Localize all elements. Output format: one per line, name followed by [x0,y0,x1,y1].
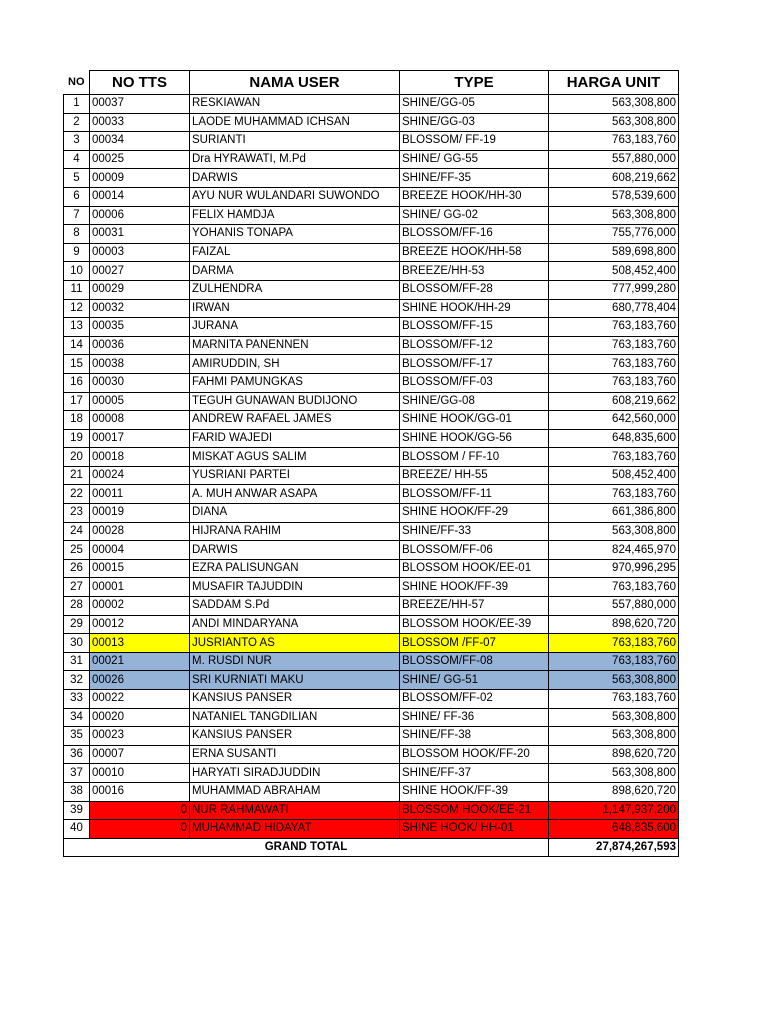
row-no: 36 [64,745,90,764]
row-nama-user: SADDAM S.Pd [190,597,400,616]
row-nama-user: ZULHENDRA [190,280,400,299]
row-no: 40 [64,820,90,839]
row-harga-unit: 563,308,800 [549,522,679,541]
row-no: 19 [64,429,90,448]
table-row [64,392,679,411]
row-nama-user: DARMA [190,262,400,281]
table-row [64,745,679,764]
row-no: 16 [64,373,90,392]
header-harga-unit: HARGA UNIT [549,71,679,95]
row-harga-unit: 1,147,937,200 [549,801,679,820]
row-nama-user: NUR RAHMAWATI [190,801,400,820]
table-row [64,169,679,188]
row-harga-unit: 763,183,760 [549,448,679,467]
row-type: SHINE/ GG-02 [400,206,549,225]
row-no: 39 [64,801,90,820]
row-no-tts: 00027 [90,262,190,281]
row-harga-unit: 648,835,600 [549,429,679,448]
table-row [64,485,679,504]
table-row [64,782,679,801]
row-no: 24 [64,522,90,541]
table-row [64,299,679,318]
header-no-tts: NO TTS [90,71,190,95]
table-row [64,578,679,597]
row-nama-user: M. RUSDI NUR [190,652,400,671]
row-no: 12 [64,299,90,318]
table-row [64,504,679,523]
row-type: SHINE/GG-08 [400,392,549,411]
row-no: 27 [64,578,90,597]
row-harga-unit: 763,183,760 [549,634,679,653]
table-row [64,355,679,374]
row-type: BLOSSOM HOOK/EE-21 [400,801,549,820]
row-nama-user: HIJRANA RAHIM [190,522,400,541]
row-no: 5 [64,169,90,188]
row-no: 7 [64,206,90,225]
grand-total-row [64,838,679,857]
header-row [64,71,679,95]
row-harga-unit: 563,308,800 [549,708,679,727]
row-harga-unit: 777,999,280 [549,280,679,299]
row-harga-unit: 563,308,800 [549,206,679,225]
table-row [64,225,679,244]
row-no: 37 [64,764,90,783]
row-nama-user: AYU NUR WULANDARI SUWONDO [190,187,400,206]
row-no-tts: 00035 [90,318,190,337]
table-row [64,150,679,169]
row-type: BLOSSOM/FF-16 [400,225,549,244]
row-type: SHINE HOOK/FF-39 [400,782,549,801]
row-no: 35 [64,727,90,746]
row-type: SHINE/GG-03 [400,113,549,132]
row-type: BLOSSOM /FF-07 [400,634,549,653]
row-no: 1 [64,95,90,114]
row-no-tts: 00030 [90,373,190,392]
row-nama-user: MUHAMMAD HIDAYAT [190,820,400,839]
row-type: BLOSSOM/FF-11 [400,485,549,504]
row-type: BLOSSOM HOOK/EE-39 [400,615,549,634]
row-no: 30 [64,634,90,653]
row-harga-unit: 563,308,800 [549,95,679,114]
table-row [64,448,679,467]
row-no: 13 [64,318,90,337]
row-harga-unit: 508,452,400 [549,262,679,281]
row-no-tts: 00028 [90,522,190,541]
row-no: 17 [64,392,90,411]
row-harga-unit: 763,183,760 [549,373,679,392]
row-harga-unit: 763,183,760 [549,132,679,151]
table-row [64,113,679,132]
price-table [63,70,679,857]
row-no: 32 [64,671,90,690]
row-type: BREEZE/ HH-55 [400,466,549,485]
row-harga-unit: 755,776,000 [549,225,679,244]
row-no: 9 [64,243,90,262]
row-harga-unit: 578,539,600 [549,187,679,206]
row-nama-user: MISKAT AGUS SALIM [190,448,400,467]
row-no-tts: 00032 [90,299,190,318]
row-nama-user: KANSIUS PANSER [190,690,400,709]
table-row [64,206,679,225]
row-nama-user: YUSRIANI PARTEI [190,466,400,485]
row-nama-user: ANDREW RAFAEL JAMES [190,411,400,430]
row-no-tts: 00016 [90,782,190,801]
row-type: BLOSSOM/FF-06 [400,541,549,560]
table-row [64,318,679,337]
row-type: SHINE HOOK/HH-29 [400,299,549,318]
row-harga-unit: 563,308,800 [549,671,679,690]
table-row [64,262,679,281]
row-no-tts: 00019 [90,504,190,523]
row-type: SHINE HOOK/ HH-01 [400,820,549,839]
row-harga-unit: 589,698,800 [549,243,679,262]
row-harga-unit: 508,452,400 [549,466,679,485]
table-row [64,690,679,709]
row-no-tts: 00004 [90,541,190,560]
row-nama-user: FELIX HAMDJA [190,206,400,225]
table-row [64,652,679,671]
row-no-tts: 00031 [90,225,190,244]
row-no: 22 [64,485,90,504]
row-nama-user: ANDI MINDARYANA [190,615,400,634]
row-harga-unit: 763,183,760 [549,578,679,597]
row-nama-user: RESKIAWAN [190,95,400,114]
row-no-tts: 00001 [90,578,190,597]
table-row [64,541,679,560]
row-type: SHINE HOOK/GG-56 [400,429,549,448]
row-nama-user: KANSIUS PANSER [190,727,400,746]
row-nama-user: EZRA PALISUNGAN [190,559,400,578]
row-type: SHINE HOOK/FF-29 [400,504,549,523]
row-no-tts: 0 [90,820,190,839]
row-no-tts: 00017 [90,429,190,448]
row-harga-unit: 608,219,662 [549,392,679,411]
table-row [64,708,679,727]
table-row [64,466,679,485]
row-nama-user: YOHANIS TONAPA [190,225,400,244]
row-no-tts: 00020 [90,708,190,727]
row-type: SHINE HOOK/FF-39 [400,578,549,597]
row-harga-unit: 563,308,800 [549,764,679,783]
row-nama-user: FAIZAL [190,243,400,262]
row-harga-unit: 648,835,600 [549,820,679,839]
row-type: SHINE/FF-35 [400,169,549,188]
row-nama-user: MUSAFIR TAJUDDIN [190,578,400,597]
row-type: BREEZE HOOK/HH-30 [400,187,549,206]
row-no: 3 [64,132,90,151]
row-nama-user: SRI KURNIATI MAKU [190,671,400,690]
row-no-tts: 00024 [90,466,190,485]
row-nama-user: LAODE MUHAMMAD ICHSAN [190,113,400,132]
table-row [64,280,679,299]
row-no: 28 [64,597,90,616]
row-no: 4 [64,150,90,169]
row-no-tts: 00025 [90,150,190,169]
row-type: BLOSSOM/FF-17 [400,355,549,374]
row-harga-unit: 563,308,800 [549,727,679,746]
row-nama-user: AMIRUDDIN, SH [190,355,400,374]
row-no: 10 [64,262,90,281]
row-type: BLOSSOM/ FF-19 [400,132,549,151]
row-no: 33 [64,690,90,709]
row-type: BLOSSOM/FF-02 [400,690,549,709]
row-no-tts: 00038 [90,355,190,374]
row-nama-user: MUHAMMAD ABRAHAM [190,782,400,801]
row-no-tts: 00011 [90,485,190,504]
row-type: SHINE/FF-38 [400,727,549,746]
table-row [64,820,679,839]
row-type: BLOSSOM / FF-10 [400,448,549,467]
row-type: SHINE/ GG-51 [400,671,549,690]
row-harga-unit: 763,183,760 [549,690,679,709]
row-no-tts: 00034 [90,132,190,151]
row-harga-unit: 680,778,404 [549,299,679,318]
row-type: SHINE HOOK/GG-01 [400,411,549,430]
row-no-tts: 00008 [90,411,190,430]
row-no-tts: 00013 [90,634,190,653]
row-no-tts: 00010 [90,764,190,783]
table-row [64,522,679,541]
row-no-tts: 00005 [90,392,190,411]
row-harga-unit: 557,880,000 [549,597,679,616]
grand-total-label: GRAND TOTAL [64,838,549,857]
row-no-tts: 00018 [90,448,190,467]
row-type: BLOSSOM/FF-08 [400,652,549,671]
table-row [64,801,679,820]
table-row [64,336,679,355]
grand-total-value: 27,874,267,593 [549,838,679,857]
row-type: BREEZE HOOK/HH-58 [400,243,549,262]
row-no-tts: 00036 [90,336,190,355]
table-row [64,597,679,616]
table-row [64,429,679,448]
table-row [64,411,679,430]
row-no: 21 [64,466,90,485]
row-nama-user: DARWIS [190,169,400,188]
row-nama-user: JURANA [190,318,400,337]
row-no: 38 [64,782,90,801]
row-type: BLOSSOM/FF-15 [400,318,549,337]
row-no: 34 [64,708,90,727]
row-harga-unit: 557,880,000 [549,150,679,169]
row-harga-unit: 661,386,800 [549,504,679,523]
row-no: 31 [64,652,90,671]
row-nama-user: ERNA SUSANTI [190,745,400,764]
row-type: BLOSSOM HOOK/EE-01 [400,559,549,578]
row-nama-user: DARWIS [190,541,400,560]
table-row [64,187,679,206]
row-no-tts: 00021 [90,652,190,671]
table-row [64,132,679,151]
row-nama-user: FAHMI PAMUNGKAS [190,373,400,392]
row-harga-unit: 763,183,760 [549,318,679,337]
row-no-tts: 00002 [90,597,190,616]
row-no-tts: 00022 [90,690,190,709]
row-harga-unit: 970,996,295 [549,559,679,578]
row-no: 20 [64,448,90,467]
row-type: BLOSSOM/FF-03 [400,373,549,392]
table-row [64,727,679,746]
row-no-tts: 00012 [90,615,190,634]
row-no-tts: 00009 [90,169,190,188]
row-harga-unit: 824,465,970 [549,541,679,560]
row-no: 26 [64,559,90,578]
row-nama-user: IRWAN [190,299,400,318]
row-nama-user: SURIANTI [190,132,400,151]
row-no-tts: 00014 [90,187,190,206]
header-nama-user: NAMA USER [190,71,400,95]
row-no-tts: 00033 [90,113,190,132]
row-harga-unit: 642,560,000 [549,411,679,430]
table-row [64,95,679,114]
row-type: BREEZE/HH-53 [400,262,549,281]
row-type: SHINE/ FF-36 [400,708,549,727]
row-nama-user: A. MUH ANWAR ASAPA [190,485,400,504]
header-no: NO [64,71,90,95]
table-row [64,634,679,653]
table-row [64,671,679,690]
row-no: 15 [64,355,90,374]
table-row [64,373,679,392]
row-harga-unit: 763,183,760 [549,485,679,504]
row-nama-user: FARID WAJEDI [190,429,400,448]
row-type: SHINE/GG-05 [400,95,549,114]
table-row [64,764,679,783]
row-no: 29 [64,615,90,634]
row-harga-unit: 898,620,720 [549,745,679,764]
row-no-tts: 0 [90,801,190,820]
row-no: 8 [64,225,90,244]
row-no-tts: 00007 [90,745,190,764]
row-no-tts: 00015 [90,559,190,578]
row-nama-user: HARYATI SIRADJUDDIN [190,764,400,783]
row-type: SHINE/ GG-55 [400,150,549,169]
row-type: SHINE/FF-37 [400,764,549,783]
row-no-tts: 00029 [90,280,190,299]
row-harga-unit: 763,183,760 [549,652,679,671]
row-harga-unit: 563,308,800 [549,113,679,132]
row-harga-unit: 608,219,662 [549,169,679,188]
row-nama-user: TEGUH GUNAWAN BUDIJONO [190,392,400,411]
row-no-tts: 00006 [90,206,190,225]
row-no-tts: 00037 [90,95,190,114]
row-nama-user: MARNITA PANENNEN [190,336,400,355]
row-no: 2 [64,113,90,132]
row-no: 18 [64,411,90,430]
row-harga-unit: 898,620,720 [549,615,679,634]
row-nama-user: JUSRIANTO AS [190,634,400,653]
table-row [64,243,679,262]
table-row [64,615,679,634]
row-type: SHINE/FF-33 [400,522,549,541]
row-no: 25 [64,541,90,560]
row-nama-user: Dra HYRAWATI, M.Pd [190,150,400,169]
row-no: 23 [64,504,90,523]
table-row [64,559,679,578]
row-no: 6 [64,187,90,206]
row-harga-unit: 763,183,760 [549,355,679,374]
header-type: TYPE [400,71,549,95]
row-no-tts: 00003 [90,243,190,262]
row-type: BLOSSOM HOOK/FF-20 [400,745,549,764]
row-harga-unit: 763,183,760 [549,336,679,355]
row-no: 11 [64,280,90,299]
row-type: BLOSSOM/FF-12 [400,336,549,355]
row-no-tts: 00023 [90,727,190,746]
row-nama-user: NATANIEL TANGDILIAN [190,708,400,727]
row-nama-user: DIANA [190,504,400,523]
row-no-tts: 00026 [90,671,190,690]
row-no: 14 [64,336,90,355]
row-harga-unit: 898,620,720 [549,782,679,801]
row-type: BREEZE/HH-57 [400,597,549,616]
row-type: BLOSSOM/FF-28 [400,280,549,299]
